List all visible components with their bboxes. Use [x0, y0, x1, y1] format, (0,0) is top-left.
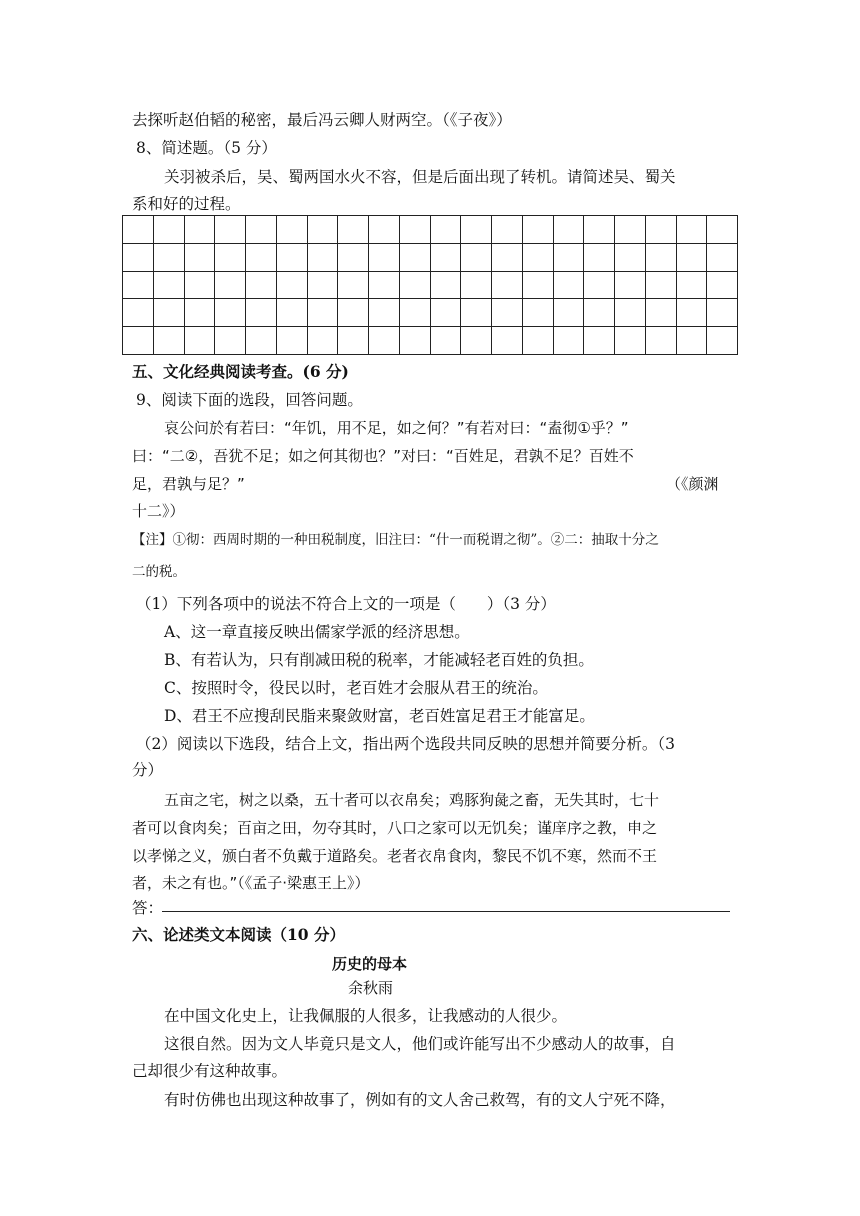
grid-cell[interactable] — [123, 327, 154, 355]
grid-cell[interactable] — [492, 216, 523, 244]
grid-cell[interactable] — [215, 244, 246, 272]
answer-label: 答： — [132, 899, 164, 917]
article-title: 历史的母本 — [332, 955, 408, 973]
section5-heading: 五、文化经典阅读考查。(6 分) — [132, 362, 349, 381]
grid-cell[interactable] — [584, 216, 615, 244]
grid-cell[interactable] — [677, 216, 708, 244]
passage-line-1: 哀公问於有若曰：“年饥，用不足，如之何？”有若对曰：“盍彻①乎？” — [164, 419, 629, 437]
grid-cell[interactable] — [461, 272, 492, 300]
grid-cell[interactable] — [338, 272, 369, 300]
grid-cell[interactable] — [308, 244, 339, 272]
grid-cell[interactable] — [123, 216, 154, 244]
grid-cell[interactable] — [584, 244, 615, 272]
grid-cell[interactable] — [400, 327, 431, 355]
article-paragraph-1: 在中国文化史上，让我佩服的人很多，让我感动的人很少。 — [164, 1007, 568, 1025]
q8-text-line-1: 关羽被杀后，吴、蜀两国水火不容，但是后面出现了转机。请简述吴、蜀关 — [164, 168, 676, 186]
answer-line[interactable] — [162, 911, 730, 912]
grid-cell[interactable] — [246, 272, 277, 300]
grid-cell[interactable] — [185, 216, 216, 244]
grid-cell[interactable] — [338, 244, 369, 272]
grid-cell[interactable] — [554, 327, 585, 355]
grid-cell[interactable] — [154, 244, 185, 272]
grid-cell[interactable] — [646, 216, 677, 244]
grid-cell[interactable] — [277, 272, 308, 300]
sub1-option-b: B、有若认为，只有削减田税的税率，才能减轻老百姓的负担。 — [164, 651, 594, 669]
grid-cell[interactable] — [400, 272, 431, 300]
grid-cell[interactable] — [492, 244, 523, 272]
grid-cell[interactable] — [277, 244, 308, 272]
grid-cell[interactable] — [369, 244, 400, 272]
grid-cell[interactable] — [123, 299, 154, 327]
q8-text-line-2: 系和好的过程。 — [132, 195, 241, 213]
grid-cell[interactable] — [461, 327, 492, 355]
grid-cell[interactable] — [677, 299, 708, 327]
grid-cell[interactable] — [308, 299, 339, 327]
grid-cell[interactable] — [646, 327, 677, 355]
grid-cell[interactable] — [707, 299, 738, 327]
grid-cell[interactable] — [584, 299, 615, 327]
grid-cell[interactable] — [492, 272, 523, 300]
grid-cell[interactable] — [554, 244, 585, 272]
sub1-question: （1）下列各项中的说法不符合上文的一项是（ ）（3 分） — [136, 595, 556, 613]
grid-cell[interactable] — [369, 216, 400, 244]
grid-cell[interactable] — [246, 327, 277, 355]
grid-cell[interactable] — [584, 327, 615, 355]
sub1-option-d: D、君王不应搜刮民脂来聚敛财富，老百姓富足君王才能富足。 — [164, 707, 595, 725]
grid-cell[interactable] — [646, 272, 677, 300]
grid-cell[interactable] — [707, 272, 738, 300]
grid-cell[interactable] — [308, 327, 339, 355]
grid-cell[interactable] — [523, 299, 554, 327]
grid-cell[interactable] — [615, 244, 646, 272]
grid-cell[interactable] — [523, 272, 554, 300]
grid-cell[interactable] — [615, 216, 646, 244]
grid-cell[interactable] — [461, 244, 492, 272]
grid-cell[interactable] — [492, 327, 523, 355]
grid-cell[interactable] — [185, 244, 216, 272]
article-paragraph-2-line-2: 己却很少有这种故事。 — [132, 1062, 288, 1080]
grid-cell[interactable] — [369, 327, 400, 355]
grid-cell[interactable] — [369, 272, 400, 300]
article-paragraph-3: 有时仿佛也出现这种故事了，例如有的文人舍己救驾，有的文人宁死不降， — [164, 1091, 676, 1109]
grid-cell[interactable] — [338, 299, 369, 327]
passage-source-2: 十二》） — [132, 502, 185, 520]
grid-cell[interactable] — [338, 216, 369, 244]
passage-line-2: 曰：“二②，吾犹不足；如之何其彻也？”对曰：“百姓足，君孰不足？百姓不 — [132, 447, 634, 465]
grid-cell[interactable] — [185, 327, 216, 355]
grid-cell[interactable] — [707, 327, 738, 355]
section6-heading: 六、论述类文本阅读（10 分） — [132, 925, 345, 944]
grid-cell[interactable] — [492, 299, 523, 327]
q9-title: 9、阅读下面的选段，回答问题。 — [136, 391, 363, 409]
grid-cell[interactable] — [554, 272, 585, 300]
grid-cell[interactable] — [615, 327, 646, 355]
passage-source-1: （《颜渊 — [666, 475, 719, 493]
grid-cell[interactable] — [400, 244, 431, 272]
grid-cell[interactable] — [615, 272, 646, 300]
sub2-passage-line-2: 者可以食肉矣；百亩之田，勿夺其时，八口之家可以无饥矣；谨庠序之教，申之 — [132, 819, 658, 837]
grid-cell[interactable] — [277, 327, 308, 355]
sub2-question-line-2: 分） — [132, 761, 164, 779]
grid-cell[interactable] — [215, 272, 246, 300]
grid-cell[interactable] — [246, 299, 277, 327]
grid-cell[interactable] — [215, 327, 246, 355]
grid-cell[interactable] — [431, 299, 462, 327]
sub2-passage-line-1: 五亩之宅，树之以桑，五十者可以衣帛矣；鸡豚狗彘之畜，无失其时，七十 — [164, 791, 660, 809]
article-paragraph-2-line-1: 这很自然。因为文人毕竟只是文人，他们或许能写出不少感动人的故事，自 — [164, 1035, 676, 1053]
grid-cell[interactable] — [338, 327, 369, 355]
q7-tail-text: 去探听赵伯韬的秘密，最后冯云卿人财两空。（《子夜》） — [132, 111, 512, 129]
answer-writing-grid[interactable] — [122, 215, 738, 355]
note-line-1: 【注】①彻：西周时期的一种田税制度，旧注曰：“什一而税谓之彻”。②二：抽取十分之 — [132, 532, 659, 548]
grid-cell[interactable] — [308, 272, 339, 300]
grid-cell[interactable] — [308, 216, 339, 244]
grid-cell[interactable] — [707, 244, 738, 272]
grid-cell[interactable] — [523, 327, 554, 355]
grid-cell[interactable] — [246, 216, 277, 244]
grid-cell[interactable] — [154, 327, 185, 355]
sub2-passage-line-3: 以孝悌之义，颁白者不负戴于道路矣。老者衣帛食肉，黎民不饥不寒，然而不王 — [132, 847, 658, 865]
grid-cell[interactable] — [431, 272, 462, 300]
grid-cell[interactable] — [677, 272, 708, 300]
grid-cell[interactable] — [154, 272, 185, 300]
grid-cell[interactable] — [584, 272, 615, 300]
grid-cell[interactable] — [431, 216, 462, 244]
grid-cell[interactable] — [246, 244, 277, 272]
grid-cell[interactable] — [707, 216, 738, 244]
grid-cell[interactable] — [215, 216, 246, 244]
sub2-passage-line-4: 者，未之有也。”（《孟子·梁惠王上》） — [132, 874, 370, 892]
grid-cell[interactable] — [554, 299, 585, 327]
grid-cell[interactable] — [123, 272, 154, 300]
sub1-option-a: A、这一章直接反映出儒家学派的经济思想。 — [164, 623, 470, 641]
grid-cell[interactable] — [615, 299, 646, 327]
grid-cell[interactable] — [431, 244, 462, 272]
note-line-2: 二的税。 — [132, 564, 186, 580]
grid-cell[interactable] — [369, 299, 400, 327]
grid-cell[interactable] — [277, 299, 308, 327]
grid-cell[interactable] — [154, 299, 185, 327]
grid-cell[interactable] — [400, 299, 431, 327]
grid-cell[interactable] — [523, 216, 554, 244]
grid-cell[interactable] — [523, 244, 554, 272]
grid-cell[interactable] — [461, 299, 492, 327]
passage-line-3: 足，君孰与足？” — [132, 475, 245, 493]
grid-cell[interactable] — [277, 216, 308, 244]
grid-cell[interactable] — [431, 327, 462, 355]
grid-cell[interactable] — [646, 244, 677, 272]
grid-cell[interactable] — [400, 216, 431, 244]
q8-title: 8、简述题。（5 分） — [136, 139, 277, 157]
grid-cell[interactable] — [554, 216, 585, 244]
grid-cell[interactable] — [154, 216, 185, 244]
grid-cell[interactable] — [185, 299, 216, 327]
grid-cell[interactable] — [677, 244, 708, 272]
sub2-question-line-1: （2）阅读以下选段，结合上文，指出两个选段共同反映的思想并简要分析。（3 — [136, 735, 675, 753]
grid-cell[interactable] — [646, 299, 677, 327]
grid-cell[interactable] — [185, 272, 216, 300]
article-author: 余秋雨 — [348, 979, 394, 997]
grid-cell[interactable] — [677, 327, 708, 355]
sub1-option-c: C、按照时令，役民以时，老百姓才会服从君王的统治。 — [164, 679, 548, 697]
grid-cell[interactable] — [461, 216, 492, 244]
grid-cell[interactable] — [123, 244, 154, 272]
grid-cell[interactable] — [215, 299, 246, 327]
